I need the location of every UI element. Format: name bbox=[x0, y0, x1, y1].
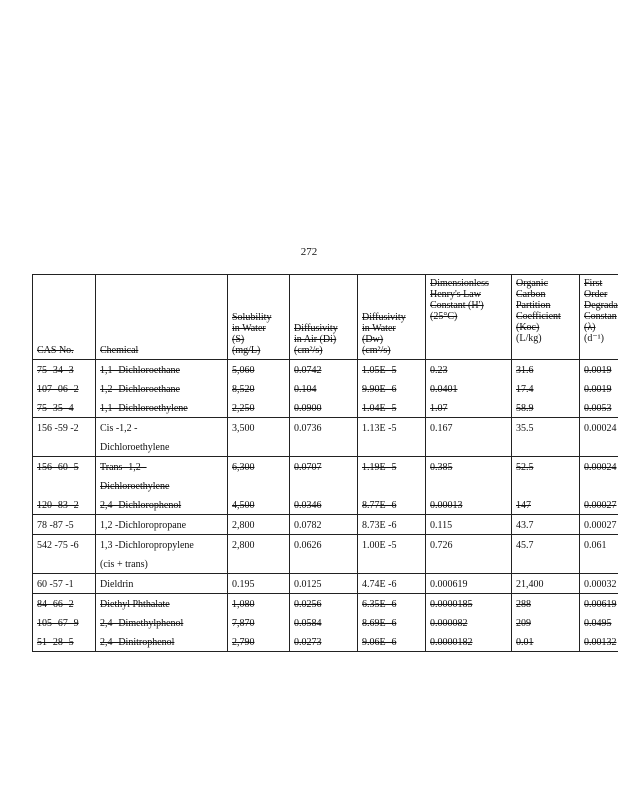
header-diffusivity-air bbox=[290, 275, 358, 360]
cell-value: 51 -28 -5 bbox=[37, 637, 74, 648]
cell-value: 0.0626 bbox=[294, 540, 322, 551]
cell-value: 1.05E -5 bbox=[362, 365, 397, 376]
cell-cas-no bbox=[33, 418, 96, 457]
header-line: in Water bbox=[232, 323, 266, 334]
cell-value: 0.061 bbox=[584, 540, 607, 551]
cell-chemical bbox=[96, 418, 228, 457]
cell-value: 6.35E -6 bbox=[362, 599, 397, 610]
cell-value: 0.0256 bbox=[294, 599, 322, 610]
cell-value: 0.00619 bbox=[584, 599, 617, 610]
cell-value: 7,870 bbox=[232, 618, 255, 629]
cell-value: 8,520 bbox=[232, 384, 255, 395]
cell-value: 0.0736 bbox=[294, 423, 322, 434]
header-line: Diffusivity bbox=[362, 312, 406, 323]
chemical-properties-table bbox=[32, 274, 618, 652]
header-line: (λ) bbox=[584, 322, 596, 333]
cell-value: 2,4 -Dichlorophenol bbox=[100, 500, 182, 511]
cell-cas-no bbox=[33, 594, 96, 652]
cell-value: 0.0401 bbox=[430, 384, 458, 395]
header-line: (Dw) bbox=[362, 334, 384, 345]
cell-value: 0.00013 bbox=[430, 500, 463, 511]
cell-cas-no bbox=[33, 574, 96, 594]
cell-value: 0.0346 bbox=[294, 500, 322, 511]
cell-value: 0.0273 bbox=[294, 637, 322, 648]
header-line: Organic bbox=[516, 278, 549, 289]
cell-diffusivity-water bbox=[358, 535, 426, 574]
table-row bbox=[33, 515, 618, 535]
cell-value: 0.0900 bbox=[294, 403, 322, 414]
table-row bbox=[33, 574, 618, 594]
cell-cas-no bbox=[33, 457, 96, 515]
cell-chemical bbox=[96, 594, 228, 652]
cell-value: 2,800 bbox=[232, 520, 255, 531]
cell-value: 0.000619 bbox=[430, 579, 468, 590]
cell-value: 0.0584 bbox=[294, 618, 322, 629]
cell-value: 2,4 -Dimethylphenol bbox=[100, 618, 184, 629]
header-henry-constant bbox=[426, 275, 512, 360]
cell-value: 1.04E -5 bbox=[362, 403, 397, 414]
cell-value: 58.9 bbox=[516, 403, 534, 414]
cell-value: 209 bbox=[516, 618, 531, 629]
cell-diffusivity-water bbox=[358, 360, 426, 418]
header-line: Solubility bbox=[232, 312, 272, 323]
cell-koc bbox=[512, 594, 580, 652]
cell-value: 0.0000182 bbox=[430, 637, 473, 648]
cell-value: 52.5 bbox=[516, 462, 534, 473]
header-line: (d⁻¹) bbox=[584, 333, 604, 344]
table-row bbox=[33, 457, 618, 515]
cell-value: 0.00027 bbox=[584, 500, 617, 511]
cell-value: 1,1 -Dichloroethane bbox=[100, 365, 180, 376]
cell-value: 542 -75 -6 bbox=[37, 540, 79, 551]
cell-value: 0.23 bbox=[430, 365, 448, 376]
cell-value bbox=[37, 481, 91, 492]
cell-value: 8.73E -6 bbox=[362, 520, 397, 531]
cell-diffusivity-water bbox=[358, 594, 426, 652]
cell-value: 1.13E -5 bbox=[362, 423, 397, 434]
cell-value: 0.0742 bbox=[294, 365, 322, 376]
cell-value bbox=[362, 481, 421, 492]
header-row bbox=[33, 275, 618, 360]
cell-solubility bbox=[228, 457, 290, 515]
cell-cas-no bbox=[33, 515, 96, 535]
cell-value: 1,080 bbox=[232, 599, 255, 610]
header-line: Dimensionless bbox=[430, 278, 489, 289]
cell-degradation-constant bbox=[580, 457, 618, 515]
cell-value: 31.6 bbox=[516, 365, 534, 376]
header-line: Partition bbox=[516, 300, 551, 311]
cell-value: 1,3 -Dichloropropylene bbox=[100, 540, 194, 551]
cell-chemical bbox=[96, 360, 228, 418]
cell-value: 0.726 bbox=[430, 540, 453, 551]
cell-value: 0.0707 bbox=[294, 462, 322, 473]
cell-chemical bbox=[96, 515, 228, 535]
header-line: (L/kg) bbox=[516, 333, 542, 344]
cell-value: 4.74E -6 bbox=[362, 579, 397, 590]
cell-value: 21,400 bbox=[516, 579, 544, 590]
cell-value: 120 -83 -2 bbox=[37, 500, 79, 511]
cell-value: 0.0053 bbox=[584, 403, 612, 414]
cell-degradation-constant bbox=[580, 594, 618, 652]
cell-solubility bbox=[228, 515, 290, 535]
cell-value: Dichloroethylene bbox=[100, 481, 170, 492]
header-line: Carbon bbox=[516, 289, 546, 300]
cell-diffusivity-air bbox=[290, 574, 358, 594]
cell-chemical bbox=[96, 535, 228, 574]
cell-koc bbox=[512, 360, 580, 418]
cell-koc bbox=[512, 535, 580, 574]
cell-solubility bbox=[228, 535, 290, 574]
cell-cas-no bbox=[33, 360, 96, 418]
cell-value: 0.00024 bbox=[584, 462, 617, 473]
page-number: 272 bbox=[300, 246, 318, 258]
cell-koc bbox=[512, 574, 580, 594]
table-row bbox=[33, 594, 618, 652]
cell-value: 78 -87 -5 bbox=[37, 520, 74, 531]
cell-value: 9.90E -6 bbox=[362, 384, 397, 395]
cell-henry-constant bbox=[426, 457, 512, 515]
cell-koc bbox=[512, 418, 580, 457]
cell-degradation-constant bbox=[580, 418, 618, 457]
header-line: (25°C) bbox=[430, 311, 458, 322]
cell-value: 0.0019 bbox=[584, 365, 612, 376]
cell-diffusivity-air bbox=[290, 418, 358, 457]
cell-value: 147 bbox=[516, 500, 531, 511]
cell-value: 5,060 bbox=[232, 365, 255, 376]
header-cas-no: CAS No. bbox=[33, 275, 96, 360]
cell-diffusivity-water bbox=[358, 457, 426, 515]
header-line: First bbox=[584, 278, 603, 289]
cell-value: 0.00024 bbox=[584, 423, 617, 434]
header-chemical: Chemical bbox=[96, 275, 228, 360]
cell-value: 4,500 bbox=[232, 500, 255, 511]
header-line: Coefficient bbox=[516, 311, 561, 322]
cell-henry-constant bbox=[426, 574, 512, 594]
cell-value: 0.385 bbox=[430, 462, 453, 473]
cell-value: 0.00027 bbox=[584, 520, 617, 531]
cell-value: 35.5 bbox=[516, 423, 534, 434]
cell-value: 0.00132 bbox=[584, 637, 617, 648]
cell-value: 0.000082 bbox=[430, 618, 468, 629]
cell-value: 1.07 bbox=[430, 403, 448, 414]
cell-value: 2,790 bbox=[232, 637, 255, 648]
cell-value: Dieldrin bbox=[100, 579, 134, 590]
cell-solubility bbox=[228, 574, 290, 594]
cell-value: (cis + trans) bbox=[100, 559, 148, 570]
cell-value: 8.69E -6 bbox=[362, 618, 397, 629]
cell-degradation-constant bbox=[580, 535, 618, 574]
cell-solubility bbox=[228, 418, 290, 457]
cell-value: 0.00032 bbox=[584, 579, 617, 590]
cell-value bbox=[430, 481, 507, 492]
cell-value: Dichloroethylene bbox=[100, 442, 170, 453]
cell-value: 0.167 bbox=[430, 423, 453, 434]
header-koc bbox=[512, 275, 580, 360]
header-line: Order bbox=[584, 289, 608, 300]
cell-value bbox=[232, 481, 285, 492]
cell-value: 43.7 bbox=[516, 520, 534, 531]
cell-solubility bbox=[228, 360, 290, 418]
header-line: in Air (Di) bbox=[294, 334, 337, 345]
cell-value: 1.19E -5 bbox=[362, 462, 397, 473]
header-line: in Water bbox=[362, 323, 396, 334]
cell-value: 1,2 -Dichloropropane bbox=[100, 520, 187, 531]
header-line: (cm²/s) bbox=[362, 345, 391, 356]
cell-diffusivity-water bbox=[358, 574, 426, 594]
table-row bbox=[33, 360, 618, 418]
header-degradation-constant bbox=[580, 275, 618, 360]
cell-chemical bbox=[96, 457, 228, 515]
header-line: (Koc) bbox=[516, 322, 540, 333]
cell-value: 9.06E -6 bbox=[362, 637, 397, 648]
cell-value: 0.0495 bbox=[584, 618, 612, 629]
cell-chemical bbox=[96, 574, 228, 594]
header-line: Henry's Law bbox=[430, 289, 481, 300]
header-line: Constan bbox=[584, 311, 617, 322]
cell-degradation-constant bbox=[580, 515, 618, 535]
cell-value: 3,500 bbox=[232, 423, 255, 434]
cell-value: 156 -59 -2 bbox=[37, 423, 79, 434]
cell-value: 75 -34 -3 bbox=[37, 365, 74, 376]
cell-henry-constant bbox=[426, 418, 512, 457]
header-diffusivity-water bbox=[358, 275, 426, 360]
cell-value: 0.0782 bbox=[294, 520, 322, 531]
cell-value: 17.4 bbox=[516, 384, 534, 395]
cell-value bbox=[584, 481, 618, 492]
cell-value: 60 -57 -1 bbox=[37, 579, 74, 590]
cell-value: 288 bbox=[516, 599, 531, 610]
cell-value bbox=[516, 481, 575, 492]
cell-koc bbox=[512, 457, 580, 515]
cell-cas-no bbox=[33, 535, 96, 574]
cell-diffusivity-air bbox=[290, 535, 358, 574]
cell-value: 0.195 bbox=[232, 579, 255, 590]
cell-koc bbox=[512, 515, 580, 535]
cell-value: 0.0125 bbox=[294, 579, 322, 590]
cell-degradation-constant bbox=[580, 574, 618, 594]
header-line: Diffusivity bbox=[294, 323, 338, 334]
header-line: (cm²/s) bbox=[294, 345, 323, 356]
cell-value: 75 -35 -4 bbox=[37, 403, 74, 414]
cell-diffusivity-air bbox=[290, 515, 358, 535]
cell-value: Trans -1,2 - bbox=[100, 462, 147, 473]
cell-henry-constant bbox=[426, 535, 512, 574]
cell-value: 2,250 bbox=[232, 403, 255, 414]
cell-value bbox=[294, 481, 353, 492]
cell-degradation-constant bbox=[580, 360, 618, 418]
cell-value: 107 -06 -2 bbox=[37, 384, 79, 395]
cell-value: 0.01 bbox=[516, 637, 534, 648]
cell-solubility bbox=[228, 594, 290, 652]
cell-value: 0.104 bbox=[294, 384, 317, 395]
header-line: (mg/L) bbox=[232, 345, 261, 356]
cell-value: 2,4 -Dinitrophenol bbox=[100, 637, 175, 648]
cell-value: 8.77E -6 bbox=[362, 500, 397, 511]
cell-value: 1,1 -Dichloroethylene bbox=[100, 403, 188, 414]
cell-value: 105 -67 -9 bbox=[37, 618, 79, 629]
cell-value: 6,300 bbox=[232, 462, 255, 473]
header-line: Constant (H') bbox=[430, 300, 484, 311]
cell-henry-constant bbox=[426, 594, 512, 652]
cell-value: 156 -60 -5 bbox=[37, 462, 79, 473]
cell-value: Diethyl Phthalate bbox=[100, 599, 170, 610]
header-line: (S) bbox=[232, 334, 245, 345]
cell-value: 1,2 -Dichloroethane bbox=[100, 384, 180, 395]
cell-diffusivity-water bbox=[358, 418, 426, 457]
cell-diffusivity-air bbox=[290, 594, 358, 652]
cell-value: 0.0000185 bbox=[430, 599, 473, 610]
cell-henry-constant bbox=[426, 515, 512, 535]
table-row bbox=[33, 418, 618, 457]
cell-value: 84 -66 -2 bbox=[37, 599, 74, 610]
cell-value: 2,800 bbox=[232, 540, 255, 551]
cell-diffusivity-air bbox=[290, 360, 358, 418]
cell-value: 45.7 bbox=[516, 540, 534, 551]
cell-diffusivity-air bbox=[290, 457, 358, 515]
chemical-properties-table-wrapper bbox=[32, 274, 618, 694]
table-row bbox=[33, 535, 618, 574]
cell-value: 1.00E -5 bbox=[362, 540, 397, 551]
header-solubility bbox=[228, 275, 290, 360]
cell-henry-constant bbox=[426, 360, 512, 418]
cell-diffusivity-water bbox=[358, 515, 426, 535]
cell-value: Cis -1,2 - bbox=[100, 423, 138, 434]
header-line: Degrada bbox=[584, 300, 618, 311]
cell-value: 0.0019 bbox=[584, 384, 612, 395]
cell-value: 0.115 bbox=[430, 520, 453, 531]
